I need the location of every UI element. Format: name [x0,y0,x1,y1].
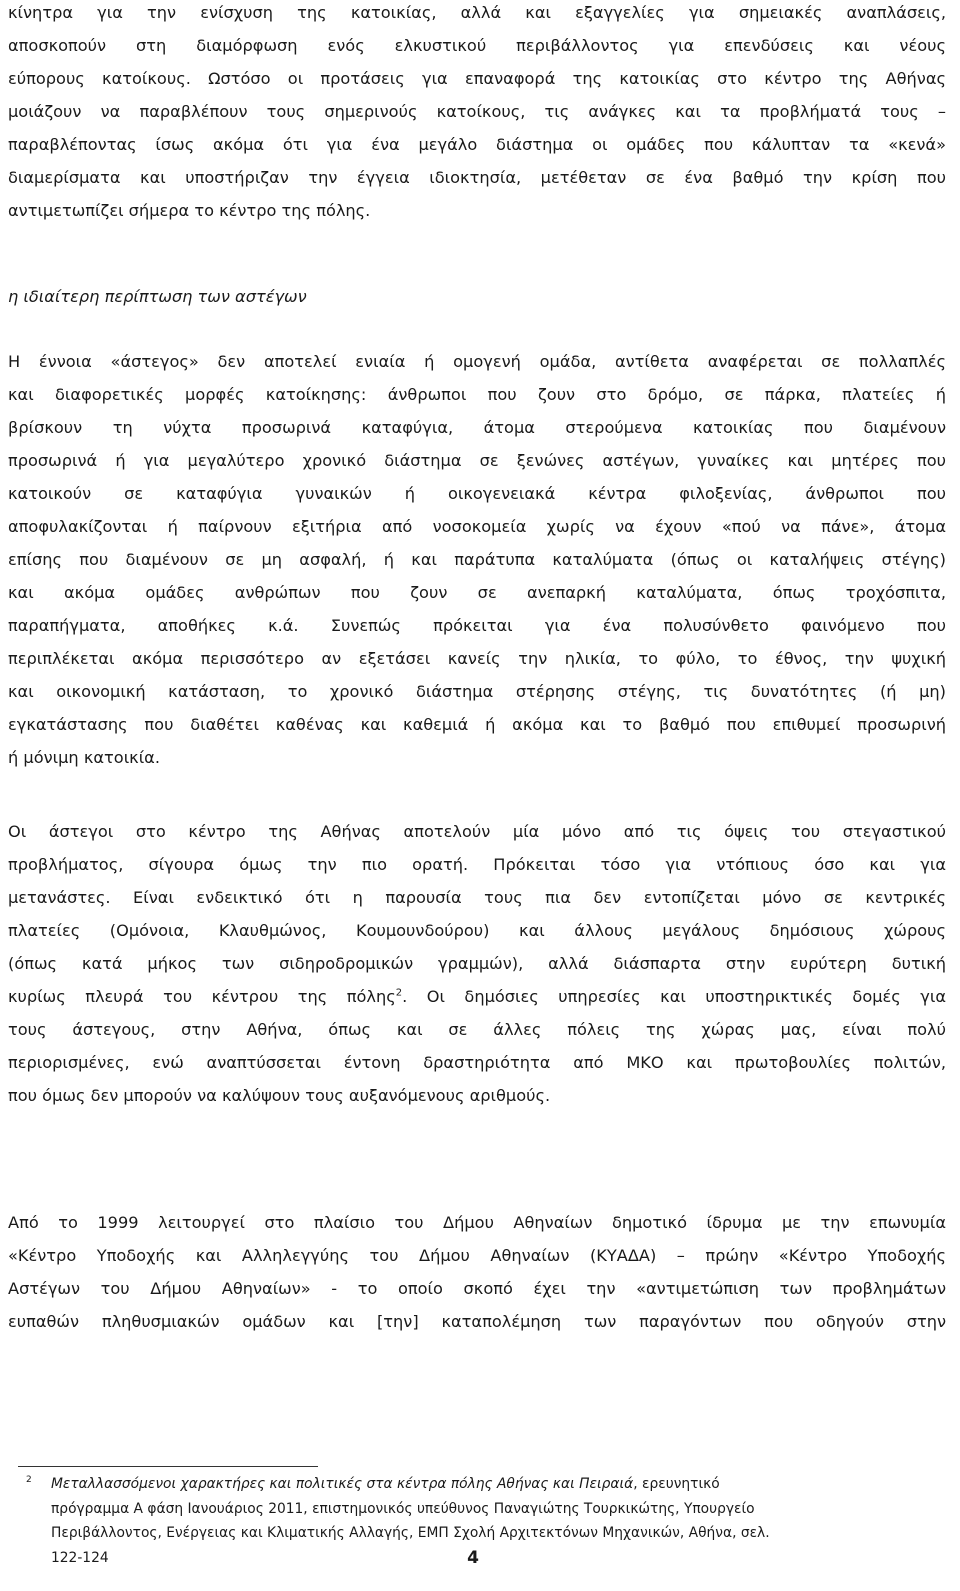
text-segment: κυρίως πλευρά του κέντρου της πόλης [8,987,396,1006]
text-line: προσωρινά ή για μεγαλύτερο χρονικό διάστημα σε ξενώνες αστέγων, γυναίκες και μητέρες που [8,451,946,470]
footnote-line: πρόγραμμα Α φάση Ιανουάριος 2011, επιστημονικός υπεύθυνος Παναγιώτης Τουρκικώτης, Υπουργείο [51,1500,755,1517]
paragraph-3 [8,815,946,1112]
text-line: Η έννοια «άστεγος» δεν αποτελεί ενιαία ή ομογενή ομάδα, αντίθετα αναφέρεται σε πολλαπλές [8,352,946,371]
text-line: Οι άστεγοι στο κέντρο της Αθήνας αποτελούν μία μόνο από τις όψεις του στεγαστικού [8,822,946,841]
text-line: παραβλέποντας ίσως ακόμα ότι για ένα μεγάλο διάστημα οι ομάδες που κάλυπταν τα «κενά» [8,135,946,154]
text-line: αποσκοπούν στη διαμόρφωση ενός ελκυστικού περιβάλλοντος για επενδύσεις και νέους [8,36,946,55]
paragraph-1 [8,0,946,227]
text-line: περιπλέκεται ακόμα περισσότερο αν εξετάσει κανείς την ηλικία, το φύλο, το έθνος, την ψυχική [8,649,946,668]
section-heading: η ιδιαίτερη περίπτωση των αστέγων [8,287,307,306]
footnote-mark: 2 [26,1475,32,1485]
text-line: ή μόνιμη κατοικία. [8,748,161,767]
text-line: (όπως κατά μήκος των σιδηροδρομικών γραμμών), αλλά διάσπαρτα στην ευρύτερη δυτική [8,954,946,973]
text-line: «Κέντρο Υποδοχής και Αλληλεγγύης του Δήμου Αθηναίων (ΚΥΑΔΑ) – πρώην «Κέντρο Υποδοχής [8,1246,946,1265]
text-line: και διαφορετικές μορφές κατοίκησης: άνθρωποι που ζουν στο δρόμο, σε πάρκα, πλατείες ή [8,385,946,404]
text-line-with-footnote [8,980,946,1013]
text-line: κίνητρα για την ενίσχυση της κατοικίας, αλλά και εξαγγελίες για σημειακές αναπλάσεις, [8,3,946,22]
footnote-title: Μεταλλασσόμενοι χαρακτήρες και πολιτικές στα κέντρα πόλης Αθήνας και Πειραιά [51,1476,634,1492]
text-line: που όμως δεν μπορούν να καλύψουν τους αυξανόμενους αριθμούς. [8,1086,551,1105]
page-number: 4 [467,1548,479,1568]
text-line: και οικονομική κατάσταση, το χρονικό διάστημα στέρησης στέγης, τις δυνατότητες (ή μη) [8,682,946,701]
footnote-reference[interactable]: 2 [395,987,403,999]
text-line: διαμερίσματα και υποστήριζαν την έγγεια ιδιοκτησία, μετέθεταν σε ένα βαθμό την κρίση που [8,168,946,187]
footnote-line: Περιβάλλοντος, Ενέργειας και Κλιματικής Αλλαγής, ΕΜΠ Σχολή Αρχιτεκτόνων Μηχανικών, Αθήνα, σελ. [51,1525,770,1541]
paragraph-2 [8,345,946,774]
text-line: τους άστεγους, στην Αθήνα, όπως και σε άλλες πόλεις της χώρας μας, είναι πολύ [8,1020,946,1039]
text-line: βρίσκουν τη νύχτα προσωρινά καταφύγια, άτομα στερούμενα κατοικίας που διαμένουν [8,418,946,437]
text-line: αποφυλακίζονται ή παίρνουν εξιτήρια από νοσοκομεία χωρίς να έχουν «πού να πάνε», άτομα [8,517,946,536]
text-line: παραπήγματα, αποθήκες κ.ά. Συνεπώς πρόκειται για ένα πολυσύνθετο φαινόμενο που [8,616,946,635]
text-line: επίσης που διαμένουν σε μη ασφαλή, ή και παράτυπα καταλύματα (όπως οι καταλήψεις στέγης) [8,550,946,569]
text-line: μετανάστες. Είναι ενδεικτικό ότι η παρουσία τους πια δεν εντοπίζεται μόνο σε κεντρικές [8,888,946,907]
text-line: μοιάζουν να παραβλέπουν τους σημερινούς κατοίκους, τις ανάγκες και τα προβλήματά τους – [8,102,946,121]
text-line: περιορισμένες, ενώ αναπτύσσεται έντονη δραστηριότητα από ΜΚΟ και πρωτοβουλίες πολιτών, [8,1053,946,1072]
footnote-text: , ερευνητικό [633,1476,720,1492]
text-line: Από το 1999 λειτουργεί στο πλαίσιο του Δήμου Αθηναίων δημοτικό ίδρυμα με την επωνυμία [8,1213,946,1232]
footnote-line [51,1472,926,1497]
text-line: πλατείες (Ομόνοια, Κλαυθμώνος, Κουμουνδούρου) και άλλους μεγάλους δημόσιους χώρους [8,921,946,940]
text-line: και ακόμα ομάδες ανθρώπων που ζουν σε ανεπαρκή καταλύματα, όπως τροχόσπιτα, [8,583,946,602]
text-line: ευπαθών πληθυσμιακών ομάδων και [την] καταπολέμηση των παραγόντων που οδηγούν στην [8,1312,946,1331]
footnote-line: 122-124 [51,1549,109,1566]
text-line: αντιμετωπίζει σήμερα το κέντρο της πόλης. [8,201,371,220]
text-segment: . Οι δημόσιες υπηρεσίες και υποστηρικτικές δομές για [402,987,946,1006]
footnote-separator [18,1466,318,1467]
text-line: Αστέγων του Δήμου Αθηναίων» - το οποίο σκοπό έχει την «αντιμετώπιση των προβλημάτων [8,1279,946,1298]
text-line: προβλήματος, σίγουρα όμως την πιο ορατή. Πρόκειται τόσο για ντόπιους όσο και για [8,855,946,874]
paragraph-4 [8,1206,946,1338]
text-line: κατοικούν σε καταφύγια γυναικών ή οικογενειακά κέντρα φιλοξενίας, άνθρωποι που [8,484,946,503]
text-line: εγκατάστασης που διαθέτει καθένας και καθεμιά ή ακόμα και το βαθμό που επιθυμεί προσωρινή [8,715,946,734]
text-line: εύπορους κατοίκους. Ωστόσο οι προτάσεις για επαναφορά της κατοικίας στο κέντρο της Αθήνας [8,69,946,88]
